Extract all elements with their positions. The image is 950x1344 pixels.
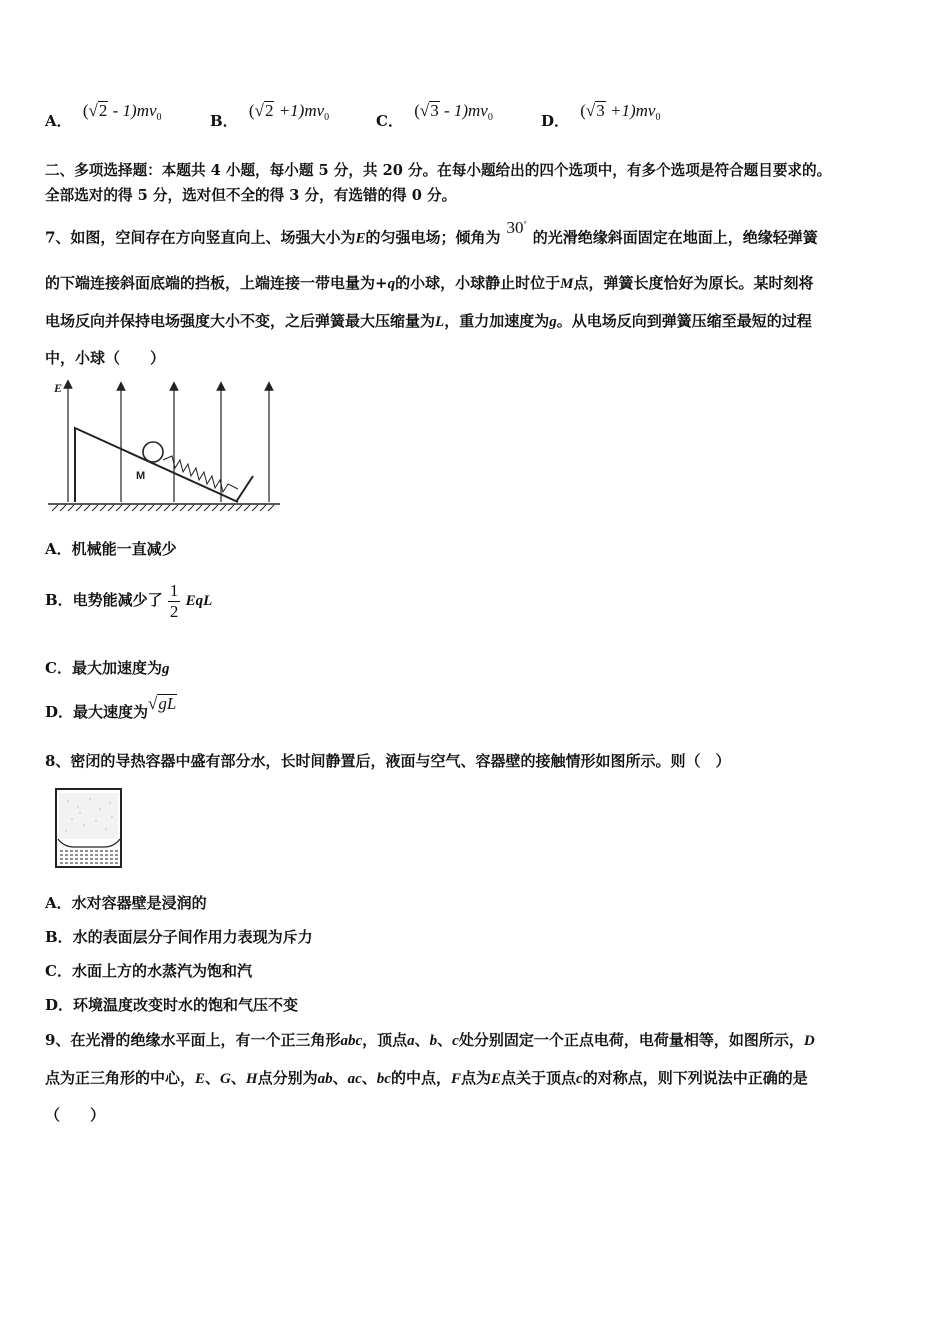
q6-option-a xyxy=(45,101,162,133)
option-d-expression: $(√3 +1)mv_0$ xyxy=(580,101,661,123)
ball-label-M: M xyxy=(136,470,146,482)
section-heading-line-2: 全部选对的得 5 分，选对但不全的得 3 分，有选错的得 0 分。 xyxy=(45,187,457,204)
q9-stem-line-1: 9、在光滑的绝缘水平面上，有一个正三角形abc，顶点a、b、c处分别固定一个正点电荷，电荷量相等，如图所示，D xyxy=(45,1031,815,1049)
vapor-region xyxy=(59,793,118,839)
ground-hatch xyxy=(52,505,274,511)
q7-stem-line-4: 中，小球（ ） xyxy=(45,349,166,367)
option-b-expression: $(√2 +1)mv_0$ xyxy=(248,101,330,123)
field-lines xyxy=(68,384,269,502)
q8-option-c: C．水面上方的水蒸汽为饱和汽 xyxy=(45,962,252,980)
var-g: g xyxy=(161,661,170,677)
q6-option-b xyxy=(210,101,330,133)
q7-option-a: A．机械能一直减少 xyxy=(45,540,177,558)
var-M: M xyxy=(560,276,574,292)
incline-wedge xyxy=(75,428,238,502)
q6-option-c xyxy=(376,101,493,133)
var-g: g xyxy=(549,314,557,330)
stopper-plate xyxy=(236,476,253,502)
q8-option-d: D．环境温度改变时水的饱和气压不变 xyxy=(45,996,299,1014)
var-E: E xyxy=(355,230,366,247)
var-EqL: EqL xyxy=(185,593,213,609)
q7-stem-line-1: 7、如图，空间存在方向竖直向上、场强大小为E的匀强电场；倾角为30°的光滑绝缘斜面固定在地面上，绝缘轻弹簧 xyxy=(45,217,818,247)
q6-option-d xyxy=(541,101,661,133)
field-label-E: E xyxy=(54,381,63,395)
q7-stem-line-3: 电场反向并保持电场强度大小不变，之后弹簧最大压缩量为L，重力加速度为g。从电场反向到弹簧压缩至最短的过程 xyxy=(45,312,812,330)
q8-option-a: A．水对容器壁是浸润的 xyxy=(45,894,207,912)
var-q: q xyxy=(387,276,396,292)
option-label: B． xyxy=(210,112,238,130)
option-a-expression: $(√2 - 1)mv_0$ xyxy=(82,101,162,123)
q7-option-c: C．最大加速度为g xyxy=(45,659,170,677)
q7-incline-figure xyxy=(48,378,280,512)
var-L: L xyxy=(435,314,445,330)
fraction-one-half: $\frac{1}{2}$ xyxy=(169,580,179,621)
q8-stem: 8、密闭的导热容器中盛有部分水，长时间静置后，液面与空气、容器壁的接触情形如图所示。则（ ） xyxy=(45,752,731,770)
q7-stem-line-2: 的下端连接斜面底端的挡板，上端连接一带电量为+q的小球，小球静止时位于M点，弹簧长度恰好为原长。某时刻将 xyxy=(45,274,814,292)
q7-option-d: D．最大速度为√gL xyxy=(45,694,177,721)
option-c-expression: $(√3 - 1)mv_0$ xyxy=(414,101,493,123)
q8-option-b: B．水的表面层分子间作用力表现为斥力 xyxy=(45,928,313,946)
option-label: D． xyxy=(541,112,570,130)
option-label: C． xyxy=(376,112,403,130)
sqrt-gL: √gL xyxy=(148,694,177,713)
q9-stem-line-2: 点为正三角形的中心，E、G、H点分别为ab、ac、bc的中点，F点为E点关于顶点c的对称点，则下列说法中正确的是 xyxy=(45,1069,808,1087)
q8-container-figure xyxy=(54,787,124,869)
q9-stem-line-3: （ ） xyxy=(45,1106,106,1124)
charged-ball xyxy=(143,442,163,462)
angle-value: 30° xyxy=(506,217,527,237)
section-heading-line-1: 二、多项选择题：本题共 4 小题，每小题 5 分，共 20 分。在每小题给出的四个选项中，有多个选项是符合题目要求的。 xyxy=(45,162,832,179)
q7-option-b: B．电势能减少了 $\frac{1}{2}$ EqL xyxy=(45,580,213,621)
option-label: A． xyxy=(45,112,72,130)
